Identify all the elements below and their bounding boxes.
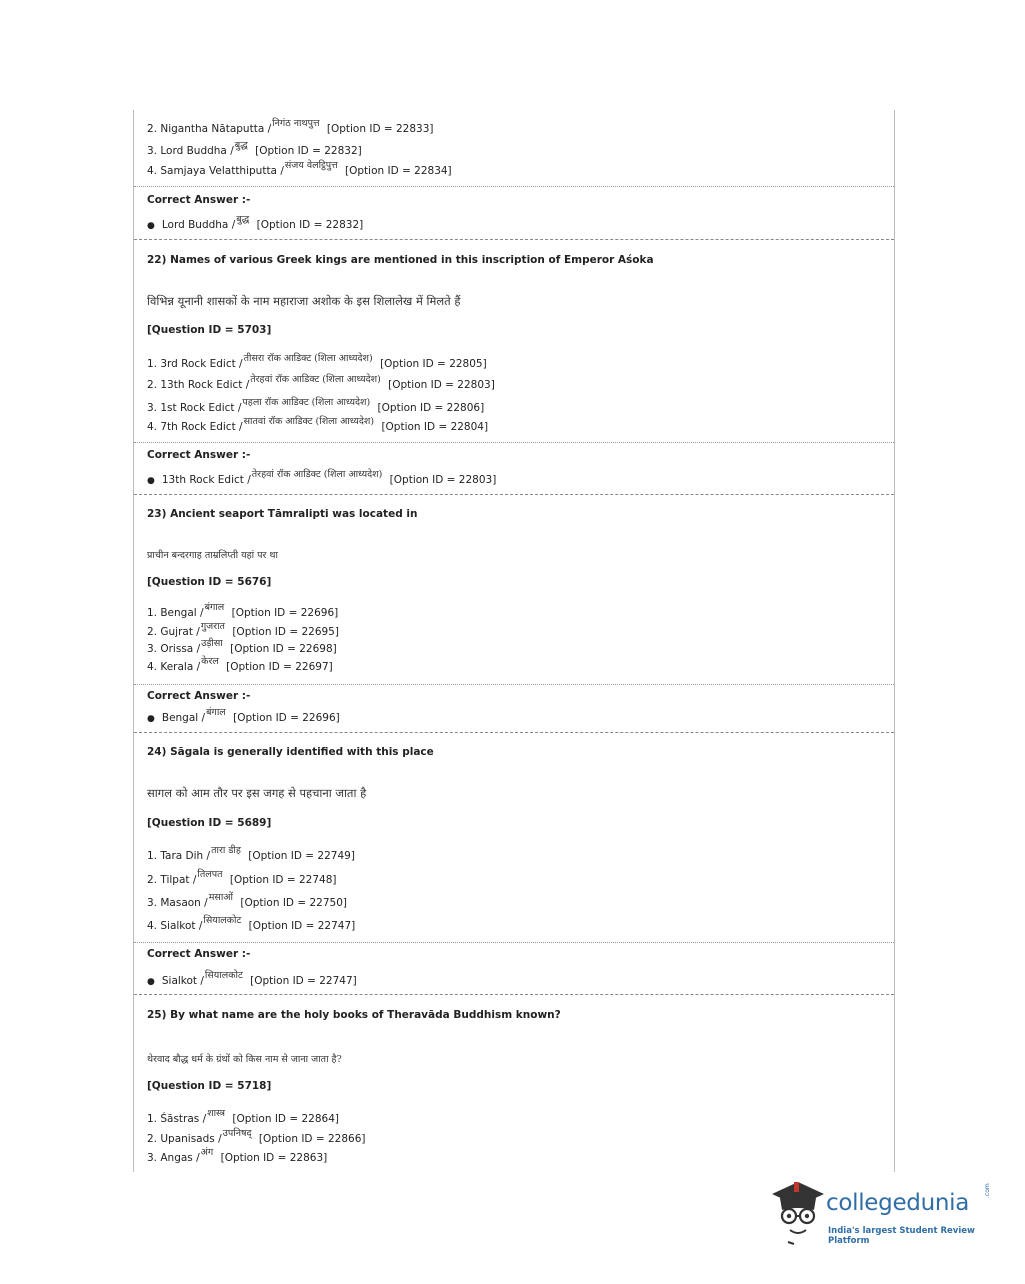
q21-correct-title: Correct Answer :- xyxy=(147,194,251,206)
q24-option-2: 2. Tilpat /तिलपत [Option ID = 22748] xyxy=(147,869,337,886)
exam-sheet xyxy=(133,110,895,1172)
q25-hindi: थेरवाद बौद्ध धर्म के ग्रंथों को किस नाम से जाना जाता है? xyxy=(147,1054,342,1065)
q24-question-id: [Question ID = 5689] xyxy=(147,817,272,829)
q22-question-id: [Question ID = 5703] xyxy=(147,324,272,336)
divider xyxy=(134,942,894,943)
question-divider xyxy=(134,994,894,995)
q23-option-1: 1. Bengal /बंगाल [Option ID = 22696] xyxy=(147,602,339,619)
question-divider xyxy=(134,239,894,240)
q25-question-id: [Question ID = 5718] xyxy=(147,1080,272,1092)
brand-name: collegedunia xyxy=(826,1190,970,1216)
q22-correct-title: Correct Answer :- xyxy=(147,449,251,461)
brand-domain: .com xyxy=(984,1183,991,1198)
brand-tagline: India's largest Student Review Platform xyxy=(828,1226,975,1246)
q25-option-3: 3. Angas /अंग [Option ID = 22863] xyxy=(147,1147,328,1164)
q23-option-4: 4. Kerala /केरल [Option ID = 22697] xyxy=(147,656,333,673)
q24-correct-title: Correct Answer :- xyxy=(147,948,251,960)
q22-option-3: 3. 1st Rock Edict /पहला रॉक आडिक्ट (शिला आध्यदेश) [Option ID = 22806] xyxy=(147,397,485,414)
q23-correct-answer: ● Bengal /बंगाल [Option ID = 22696] xyxy=(147,707,340,724)
divider xyxy=(134,684,894,685)
q21-option-4: 4. Samjaya Velatthiputta /संजय वेलट्ठिपुत्त [Option ID = 22834] xyxy=(147,160,452,177)
collegedunia-logo xyxy=(768,1176,998,1246)
q23-hindi: प्राचीन बन्दरगाह ताम्रलिप्ती यहां पर था xyxy=(147,550,278,561)
q25-title: 25) By what name are the holy books of Theravāda Buddhism known? xyxy=(147,1009,561,1021)
q23-question-id: [Question ID = 5676] xyxy=(147,576,272,588)
q24-option-4: 4. Sialkot /सियालकोट [Option ID = 22747] xyxy=(147,915,356,932)
q24-title: 24) Sāgala is generally identified with this place xyxy=(147,746,434,758)
q23-title: 23) Ancient seaport Tāmralipti was located in xyxy=(147,508,418,520)
q25-option-2: 2. Upanisads /उपनिषद् [Option ID = 22866] xyxy=(147,1128,366,1145)
q21-option-3: 3. Lord Buddha /बुद्ध [Option ID = 22832] xyxy=(147,140,362,157)
q22-title: 22) Names of various Greek kings are mentioned in this inscription of Emperor Aśoka xyxy=(147,254,654,266)
q24-option-1: 1. Tara Dih /तारा डीह [Option ID = 22749] xyxy=(147,845,355,862)
divider xyxy=(134,442,894,443)
question-divider xyxy=(134,494,894,495)
q22-correct-answer: ● 13th Rock Edict /तेरहवां रॉक आडिक्ट (शिला आध्यदेश) [Option ID = 22803] xyxy=(147,469,497,486)
q25-option-1: 1. Śāstras /शास्त्र [Option ID = 22864] xyxy=(147,1108,339,1125)
q24-correct-answer: ● Sialkot /सियालकोट [Option ID = 22747] xyxy=(147,970,357,987)
q22-option-2: 2. 13th Rock Edict /तेरहवां रॉक आडिक्ट (शिला आध्यदेश) [Option ID = 22803] xyxy=(147,374,495,391)
q23-option-3: 3. Orissa /उड़ीसा [Option ID = 22698] xyxy=(147,638,337,655)
q24-option-3: 3. Masaon /मसाओं [Option ID = 22750] xyxy=(147,892,347,909)
graduate-mascot-icon xyxy=(768,1176,826,1246)
q22-option-4: 4. 7th Rock Edict /सातवां रॉक आडिक्ट (शिला आध्यदेश) [Option ID = 22804] xyxy=(147,416,489,433)
question-divider xyxy=(134,732,894,733)
q23-option-2: 2. Gujrat /गुजरात [Option ID = 22695] xyxy=(147,621,339,638)
q23-correct-title: Correct Answer :- xyxy=(147,690,251,702)
q24-hindi: सागल को आम तौर पर इस जगह से पहचाना जाता है xyxy=(147,786,367,800)
q22-hindi: विभिन्न यूनानी शासकों के नाम महाराजा अशोक के इस शिलालेख में मिलते हैं xyxy=(147,294,461,308)
q22-option-1: 1. 3rd Rock Edict /तीसरा रॉक आडिक्ट (शिला आध्यदेश) [Option ID = 22805] xyxy=(147,353,487,370)
divider xyxy=(134,186,894,187)
q21-option-2: 2. Nigantha Nātaputta /निगंठ नाथपुत्त [Option ID = 22833] xyxy=(147,118,434,135)
q21-correct-answer: ● Lord Buddha /बुद्ध [Option ID = 22832] xyxy=(147,214,364,231)
